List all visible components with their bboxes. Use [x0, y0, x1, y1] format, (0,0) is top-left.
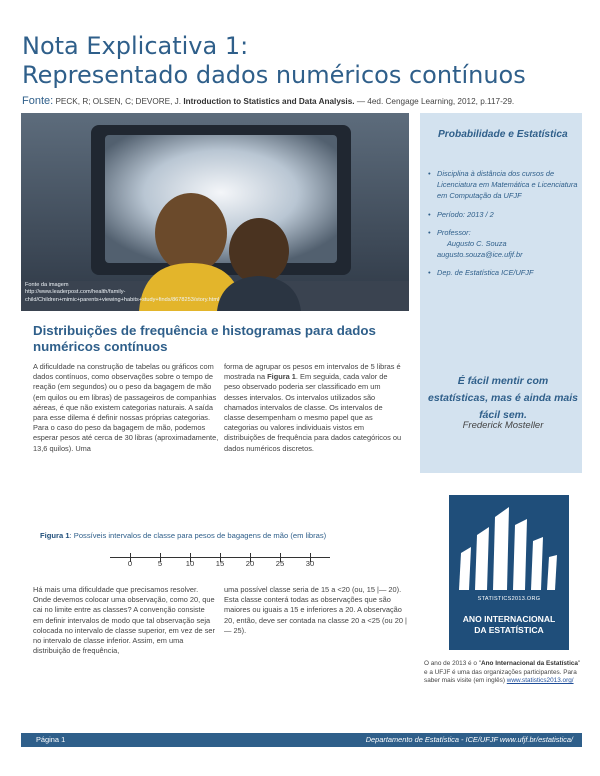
source-authors: PECK, R; OLSEN, C; DEVORE, J. [55, 97, 182, 106]
year-note-text-post: " e a UFJF é uma das organizações participantes. Para saber mais visite (em inglês) [424, 660, 581, 685]
body-paragraph-3: Há mais uma dificuldade que precisamos resolver. Onde devemos colocar uma observação, como 20, que cai no limite entre as classes? A convenção consiste em definir intervalos de modo que tal observação seja colocada no intervalo de classe superior, em vez de ser no intervalo de classe inferior. Assim, em uma distribuição de frequência, [33, 585, 215, 656]
course-title: Probabilidade e Estatística [438, 129, 568, 140]
logo-name-line-2: DA ESTATÍSTICA [474, 625, 544, 635]
quote: É fácil mentir com estatísticas, mas é ainda mais fácil sem. [428, 375, 578, 421]
bullet-icon: • [428, 227, 431, 237]
statistics2013-link[interactable]: www.statistics2013.org/ [506, 677, 574, 685]
body-paragraph-4: uma possível classe seria de 15 a <20 (ou, 15 |— 20). Esta classe conterá todas as observações que são maiores ou iguais a 15 e inferiores a 20. A observação 20, então, deve ser contada na classe 20 a <25 (ou 20 |— 25). [224, 585, 407, 635]
year-note-text-pre: O ano de 2013 é o " [424, 660, 481, 667]
photo-caption-url-1[interactable]: http://www.leaderpost.com/health/family- [25, 289, 126, 296]
axis-tick-label: 15 [215, 559, 225, 568]
axis-tick-label: 5 [157, 559, 163, 568]
list-item [428, 209, 578, 220]
page-title [22, 32, 582, 90]
quote-author: Frederick Mosteller [462, 420, 544, 431]
list-item [428, 267, 578, 278]
list-item [428, 168, 578, 202]
axis-tick-label: 30 [305, 559, 315, 568]
axis-tick-label: 20 [245, 559, 255, 568]
international-year-note [424, 660, 584, 686]
photo-caption-url-2[interactable]: child/Children+mimic+parents+viewing+habits+study+finds/8678253/story.html [25, 296, 220, 303]
professor-name: Augusto C. Souza [447, 239, 507, 249]
photo-caption-label: Fonte da imagem [25, 282, 69, 288]
title-line-2: Representado dados numéricos contínuos [22, 61, 526, 89]
section-heading: Distribuições de frequência e histogramas para dados numéricos contínuos [33, 323, 376, 354]
axis-tick-label: 10 [185, 559, 195, 568]
figure-caption-text: : Possíveis intervalos de classe para pesos de bagagens de mão (em libras) [69, 531, 327, 540]
course-info-list [428, 168, 578, 286]
figure-reference: Figura 1 [267, 372, 296, 382]
bullet-icon: • [428, 169, 431, 178]
year-note-bold: Ano Internacional da Estatística [481, 660, 578, 667]
title-line-1: Nota Explicativa 1: [22, 32, 249, 60]
body-paragraph-2 [224, 362, 404, 454]
logo-name-line-1: ANO INTERNACIONAL [462, 614, 556, 624]
logo-url: STATISTICS2013.ORG [477, 596, 541, 602]
bullet-icon: • [428, 268, 431, 278]
footer-department: Departamento de Estatística - ICE/UFJF www.ufjf.br/estatistica/ [365, 735, 573, 744]
course-description: Disciplina à distância dos cursos de Licenciatura em Matemática e Licenciatura em Computação da UFJF [437, 169, 578, 201]
source-reference [22, 95, 592, 107]
axis-tick-label: 0 [127, 559, 133, 568]
list-item [428, 227, 578, 261]
axis-tick-label: 25 [275, 559, 285, 568]
class-interval-axis [110, 553, 330, 571]
logo-name [449, 614, 569, 636]
body-paragraph-1: A dificuldade na construção de tabelas ou gráficos com dados contínuos, como observações sobre o tempo de reação (em segundos) ou o peso da bagagem de mão (em quilos ou em libras) de passageiros de companhias aéreas, é que não existem categorias naturais. A saída para esse dilema é definir nossas próprias categorias. Para o caso do peso da bagagem de mão, podemos esperar pesos até cerca de 30 libras (aproximadamente, 13,6 quilos). Uma [33, 362, 219, 453]
source-book: Introduction to Statistics and Data Analysis. [183, 97, 355, 106]
department: Dep. de Estatística ICE/UFJF [437, 268, 534, 278]
figure-label: Figura 1 [40, 531, 70, 540]
figure-caption [40, 531, 410, 540]
paragraph-2-post: . Em seguida, cada valor de peso observado poderia ser classificado em um desses intervalos. Os intervalos utilizados são chamados intervalos de classe. Os intervalos de classe desempenham o mesmo papel que as categorias ou valores individuais vistos em distribuições de frequência para dados categóricos ou dados numéricos discretos. [224, 372, 402, 453]
bullet-icon: • [428, 209, 431, 219]
course-period: Período: 2013 / 2 [437, 209, 494, 219]
professor-label: Professor: [437, 227, 471, 237]
photo-caption [25, 282, 325, 304]
paragraph-2-pre: forma de agrupar os pesos em intervalos de 5 libras é mostrada na [224, 362, 401, 382]
source-label: Fonte: [22, 95, 54, 107]
page-number: Página 1 [36, 735, 66, 744]
professor-email[interactable]: augusto.souza@ice.ufjf.br [437, 250, 523, 260]
source-rest: — 4ed. Cengage Learning, 2012, p.117-29. [356, 97, 515, 106]
